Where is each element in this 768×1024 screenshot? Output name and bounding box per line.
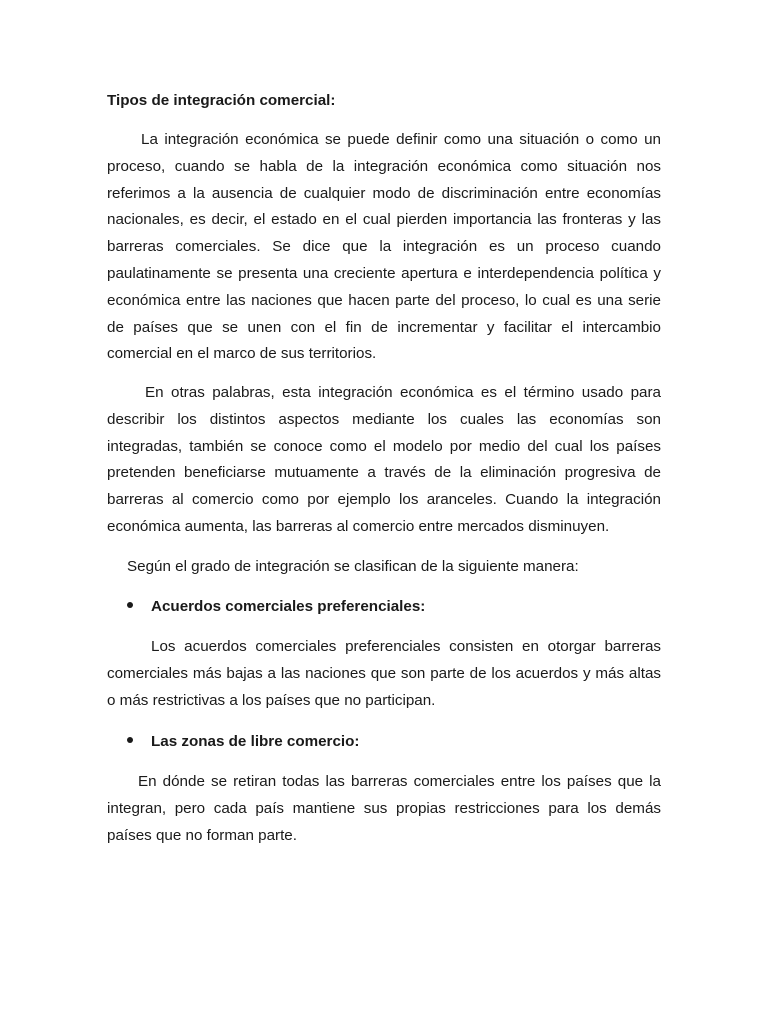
bullet-item-preferential-agreements bbox=[127, 594, 661, 621]
document-title: Tipos de integración comercial: bbox=[107, 92, 336, 109]
paragraph-classification-intro: Según el grado de integración se clasifican de la siguiente manera: bbox=[127, 558, 579, 575]
paragraph-other-words: En otras palabras, esta integración económica es el término usado para describir los distintos aspectos mediante los cuales las economías son integradas, también se conoce como el modelo por medio del cual los países pretenden beneficiarse mutuamente a través de la eliminación progresiva de barreras al comercio como por ejemplo los aranceles. Cuando la integración económica aumenta, las barreras al comercio entre mercados disminuyen. bbox=[107, 384, 661, 535]
bullet-icon bbox=[127, 602, 133, 608]
bullet-item-free-trade-zones bbox=[127, 729, 661, 756]
bullet-icon bbox=[127, 737, 133, 743]
bullet-label: Las zonas de libre comercio: bbox=[151, 733, 360, 750]
paragraph-preferential-agreements: Los acuerdos comerciales preferenciales consisten en otorgar barreras comerciales más bajas a las naciones que son parte de los acuerdos y más altas o más restrictivas a los países que no participan. bbox=[107, 638, 661, 709]
paragraph-free-trade-zones: En dónde se retiran todas las barreras comerciales entre los países que la integran, pero cada país mantiene sus propias restricciones para los demás países que no forman parte. bbox=[107, 773, 661, 844]
paragraph-definition: La integración económica se puede definir como una situación o como un proceso, cuando se habla de la integración económica como situación nos referimos a la ausencia de cualquier modo de discriminación entre economías nacionales, es decir, el estado en el cual pierden importancia las fronteras y las barreras comerciales. Se dice que la integración es un proceso cuando paulatinamente se presenta una creciente apertura e interdependencia política y económica entre las naciones que hacen parte del proceso, lo cual es una serie de países que se unen con el fin de incrementar y facilitar el intercambio comercial en el marco de sus territorios. bbox=[107, 131, 661, 363]
bullet-label: Acuerdos comerciales preferenciales: bbox=[151, 598, 426, 615]
